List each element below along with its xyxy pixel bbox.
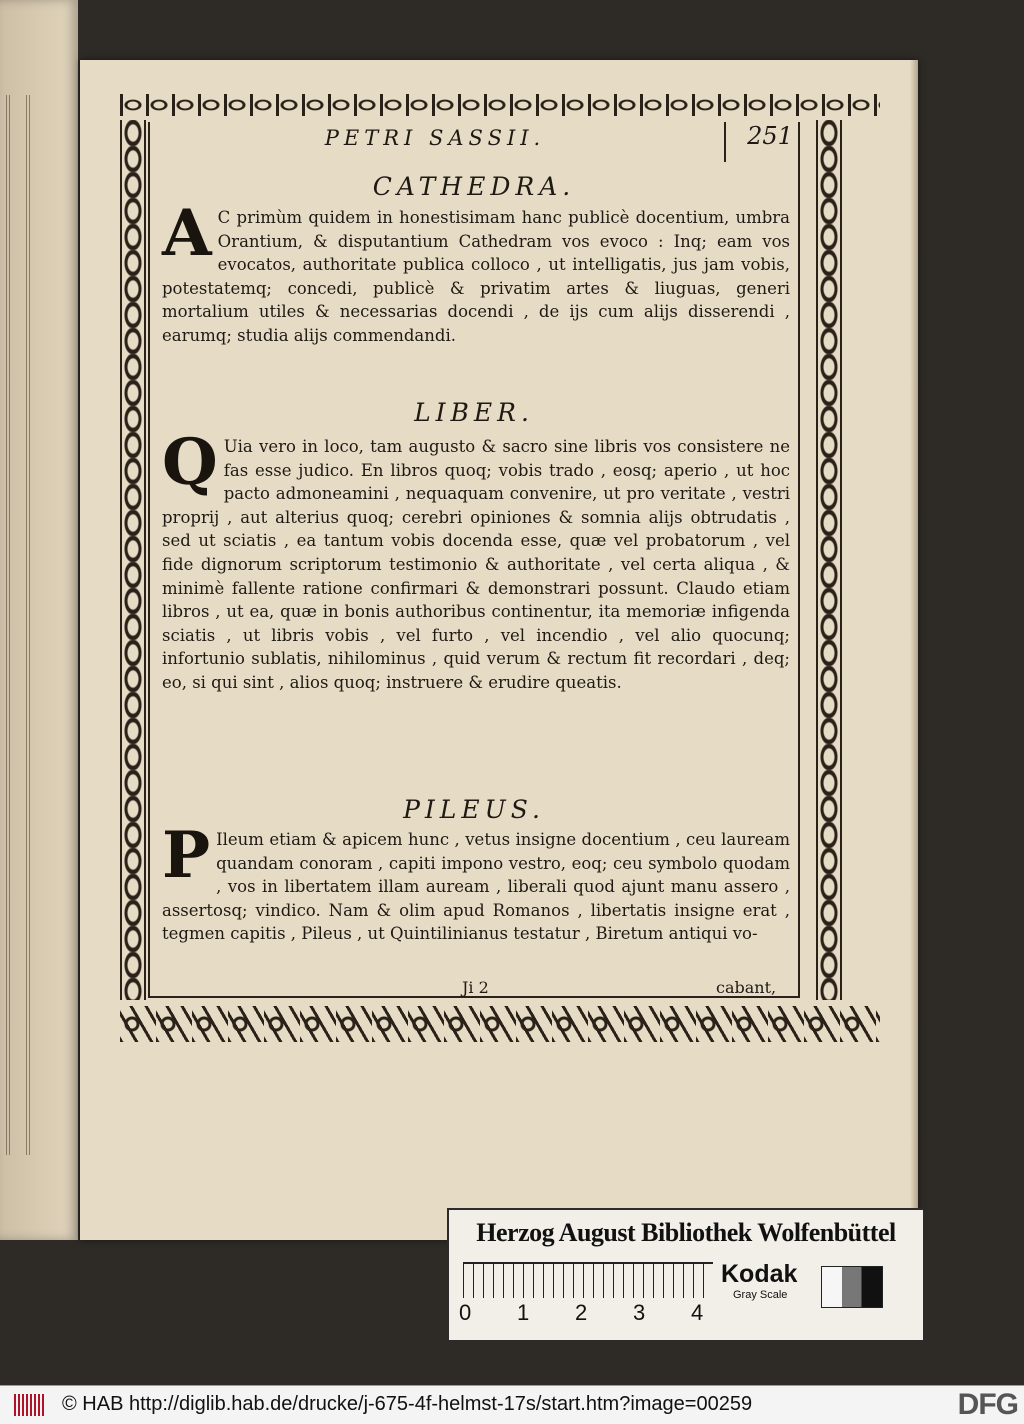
section-text-liber	[162, 425, 790, 695]
ruler-number: 0	[459, 1300, 472, 1325]
running-head: PETRI SASSII.	[324, 126, 546, 150]
right-ornament-border	[816, 120, 842, 1000]
section-heading-pileus: PILEUS.	[403, 795, 545, 824]
section-text-pileus	[162, 818, 790, 946]
footer-link[interactable]: © HAB http://diglib.hab.de/drucke/j-675-4f-helmst-17s/start.htm?image=00259	[62, 1393, 753, 1415]
left-page-ornament	[6, 95, 30, 1155]
ruler-number: 3	[633, 1300, 646, 1325]
footer-bar	[0, 1385, 1024, 1424]
left-ornament-border	[120, 120, 146, 1000]
kodak-subtitle: Gray Scale	[733, 1289, 788, 1301]
kodak-logo: Kodak	[721, 1260, 798, 1288]
bottom-ornament-border	[120, 1006, 880, 1042]
drop-cap: P	[162, 818, 211, 893]
scale-ruler	[463, 1262, 713, 1298]
ruler-number: 1	[517, 1300, 530, 1325]
grayscale-patch	[821, 1266, 883, 1308]
label-title: Herzog August Bibliothek Wolfenbüttel	[476, 1218, 896, 1247]
ruler-numbers	[459, 1300, 729, 1330]
paragraph: Ileum etiam & apicem hunc , vetus insigne docentium , ceu lauream quandam conoram , capiti impono vestro, eoq; ceu symbolo quodam , vos in libertatem illam auream , liberali quod ajunt manu assero , assertosq; vindico. Nam & olim apud Romanos , libertatis insigne erat , tegmen capitis , Pileus , ut Quintilinianus testatur , Biretum antiqui vo-	[162, 830, 790, 944]
drop-cap: Q	[162, 425, 218, 500]
signature-mark: Ji 2	[462, 978, 489, 997]
left-page-edge	[0, 0, 78, 1240]
ruler-number: 4	[691, 1300, 704, 1325]
header-rule	[724, 122, 726, 162]
hab-logo-icon	[14, 1394, 44, 1416]
catchword: cabant,	[716, 978, 777, 997]
ruler-number: 2	[575, 1300, 588, 1325]
library-color-label	[447, 1208, 925, 1342]
drop-cap: A	[162, 196, 212, 271]
section-heading-cathedra: CATHEDRA.	[372, 172, 576, 201]
dfg-logo: DFG	[954, 1388, 1018, 1422]
page-number: 251	[747, 122, 793, 150]
top-ornament-border	[120, 94, 880, 116]
paragraph: Uia vero in loco, tam augusto & sacro sine libris vos consistere ne fas esse judico. En libros quoq; vobis trado , eosq; aperio , ut hoc pacto admoneamini , nequaquam convenire, ut pro veritate , vestri proprij , aut alterius quoq; cerebri opiniones & somnia alijs obtrudatis , sed ut sciatis , ea tantum vobis docenda esse, quæ vel probatorum , vel fide dignorum scriptorum testimonio & authoritate , vel certa aliqua , & minimè fallente ratione confirmari & demonstrari possunt. Claudo etiam libros , ut ea, quæ in bonis authoribus continentur, ita memoriæ infigenda sciatis , ut libris vobis , vel furto , vel incendio , vel alio quocunq; infortunio sublatis, nihilominus , quid verum & rectum fit recordari , deq; eo, si qui sint , alios quoq; instruere & erudire queatis.	[162, 437, 790, 692]
book-page	[80, 60, 918, 1240]
section-heading-liber: LIBER.	[414, 398, 534, 427]
paragraph: C primùm quidem in honestisimam hanc publicè docentium, umbra Orantium, & disputantium Cathedram vos evoco : Inq; eam vos evocatos, authoritate publica colloco , ut intelligatis, jus jam vobis, potestatemq; concedi, publicè & privatim artes & liuguas, generi mortalium utiles & necessarias docendi , de ijs cum alijs disserendi , earumq; studia alijs commendandi.	[162, 208, 790, 345]
section-text-cathedra	[162, 196, 790, 348]
